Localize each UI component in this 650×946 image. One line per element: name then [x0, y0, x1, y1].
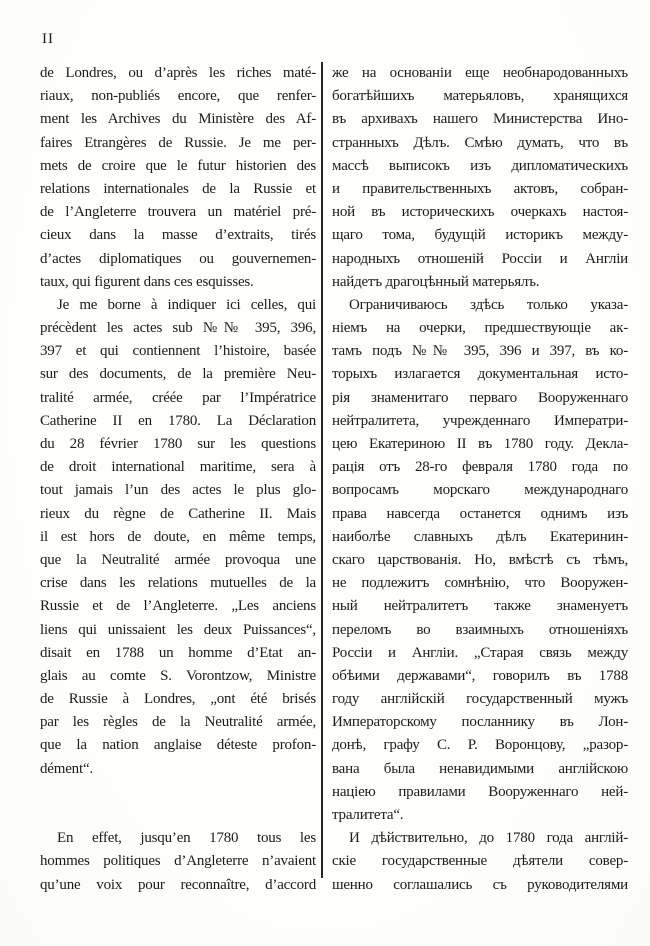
text-line: тралитета“. — [332, 807, 404, 823]
text-line: нейтралитета, учрежденнаго Императри- — [332, 412, 628, 429]
text-line: же на основаніи еще необнародованныхъ — [332, 65, 628, 81]
text-line: que la nation anglaise déteste profon- — [40, 737, 316, 754]
text-line: ніемъ на очерки, предшествующіе ак- — [332, 320, 628, 337]
text-line: qu’une voix pour reconnaître, d’accord — [40, 876, 316, 893]
text-line: не подлежитъ сомнѣнію, что Вооружен- — [332, 575, 628, 592]
text-line: faires Etrangères de Russie. Je me per- — [40, 134, 316, 151]
text-line: tout jamais l’un des actes le plus glo- — [40, 482, 316, 499]
text-line: liens qui unissaient les deux Puissances“, — [40, 621, 316, 638]
text-line: rieux du règne de Catherine II. Mais — [40, 505, 316, 522]
text-line: crise dans les relations mutuelles de la — [40, 575, 316, 592]
text-line: и правительственныхъ актовъ, собран- — [332, 180, 628, 197]
text-line: disait en 1788 un homme d’Etat an- — [40, 644, 316, 661]
text-line: tralité armée, créée par l’Impératrice — [40, 389, 316, 406]
text-line: наиболѣе славныхъ дѣлъ Екатеринин- — [332, 528, 628, 545]
text-line: скаго царствованія. Но, вмѣстѣ съ тѣмъ, — [332, 551, 628, 568]
text-line: вопросамъ морскаго международнаго — [332, 482, 628, 499]
text-line: que la Neutralité armée provoqua une — [40, 551, 316, 568]
text-line: массѣ выписокъ изъ дипломатическихъ — [332, 157, 628, 174]
text-line: рація отъ 28-го февраля 1780 года по — [332, 459, 628, 476]
text-line: En effet, jusqu’en 1780 tous les — [57, 830, 316, 847]
french-column — [40, 62, 316, 897]
text-line: taux, qui figurent dans ces esquisses. — [40, 273, 254, 290]
text-line: богатѣйшихъ матерьяловъ, хранящихся — [332, 88, 628, 105]
text-line: 397 et qui contiennent l’histoire, basée — [40, 343, 316, 360]
paragraph — [332, 827, 628, 897]
text-line: dément“. — [40, 760, 93, 777]
text-line: скіе государственные дѣятели совер- — [332, 853, 628, 870]
text-line: de Russie à Londres, „ont été brisés — [40, 691, 316, 708]
text-line: ный нейтралитетъ также знаменуетъ — [332, 598, 628, 615]
paragraph — [40, 294, 316, 781]
text-line: націею правилами Вооруженнаго ней- — [332, 783, 628, 800]
page-number: II — [42, 31, 54, 47]
text-line: riaux, non-publiés encore, que renfer- — [40, 88, 316, 105]
text-line: précèdent les actes sub №№ 395, 396, — [40, 320, 316, 337]
text-line: рія знаменитаго перваго Вооруженнаго — [332, 389, 628, 406]
text-line: странныхъ Дѣлъ. Смѣю думать, что въ — [332, 134, 628, 151]
paragraph — [40, 827, 316, 897]
text-line: par les règles de la Neutralité armée, — [40, 714, 316, 731]
text-line: relations internationales de la Russie et — [40, 180, 316, 197]
text-line: торыхъ излагается документальная исто- — [332, 366, 628, 383]
text-line: права навсегда останется однимъ изъ — [332, 505, 628, 522]
text-line: переломъ во взаимныхъ отношеніяхъ — [332, 621, 628, 638]
text-line: du 28 février 1780 sur les questions — [40, 436, 316, 452]
text-line: тамъ подъ №№ 395, 396 и 397, въ ко- — [332, 343, 628, 360]
text-line: de l’Angleterre trouvera un matériel pré- — [40, 204, 316, 221]
text-line: найдетъ драгоцѣнный матерьялъ. — [332, 273, 540, 290]
text-line: il est hors de doute, en même temps, — [40, 528, 316, 545]
paragraph — [40, 62, 316, 294]
text-line: de droit international maritime, sera à — [40, 459, 316, 476]
text-line: вана была ненавидимыми англійскою — [332, 760, 628, 777]
text-line: Catherine II en 1780. La Déclaration — [40, 412, 316, 429]
text-line: Императорскому посланнику въ Лон- — [332, 714, 628, 731]
text-line: Россіи и Англіи. „Старая связь между — [332, 644, 628, 661]
text-line: cieux dans la masse d’extraits, tirés — [40, 227, 316, 244]
russian-column — [332, 62, 628, 897]
text-line: hommes politiques d’Angleterre n’avaient — [40, 853, 316, 870]
text-line: народныхъ отношеній Россіи и Англіи — [332, 250, 628, 267]
text-line: Je me borne à indiquer ici celles, qui — [57, 296, 316, 313]
text-line: году англійскій государственный мужъ — [332, 691, 628, 708]
text-line: d’actes diplomatiques ou gouvernemen- — [40, 250, 316, 267]
text-line: И дѣйствительно, до 1780 года англій- — [349, 830, 628, 847]
text-line: въ архивахъ нашего Министерства Ино- — [332, 111, 628, 128]
paragraph — [332, 62, 628, 294]
text-line: Ограничиваюсь здѣсь только указа- — [349, 296, 628, 313]
text-line: ной въ историческихъ очеркахъ настоя- — [332, 204, 628, 221]
text-line: glais au comte S. Vorontzow, Ministre — [40, 667, 316, 684]
text-line: sur des documents, de la première Neu- — [40, 366, 316, 383]
column-divider-rule — [321, 62, 323, 878]
text-line: ment les Archives du Ministère des Af- — [40, 111, 316, 128]
text-line: mets de croire que le futur historien des — [40, 157, 316, 174]
text-line: Russie et de l’Angleterre. „Les anciens — [40, 598, 316, 615]
text-line: донѣ, графу С. Р. Воронцову, „разор- — [332, 737, 628, 754]
text-line: обѣими державами“, говорилъ въ 1788 — [332, 667, 628, 684]
text-line: цею Екатериною II въ 1780 году. Декла- — [332, 436, 628, 452]
text-line: шенно соглашались съ руководителями — [332, 876, 628, 893]
text-line: щаго тома, будущій историкъ между- — [332, 227, 628, 244]
text-line: de Londres, ou d’après les riches maté- — [40, 65, 316, 81]
paragraph — [332, 294, 628, 827]
